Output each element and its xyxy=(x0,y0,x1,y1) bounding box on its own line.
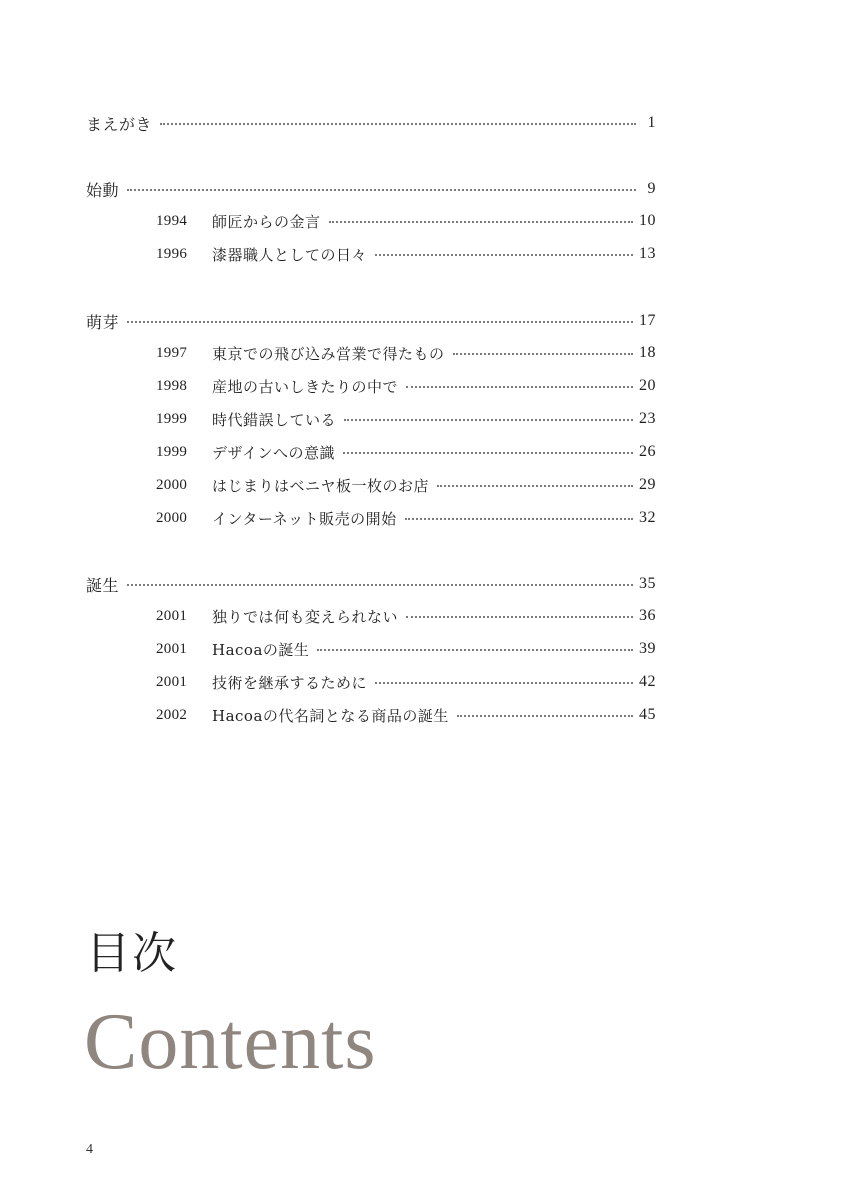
toc-entry-title-wrap xyxy=(212,244,639,265)
dot-leader xyxy=(343,452,633,454)
toc-preface-title-wrap xyxy=(86,112,642,135)
toc-entry[interactable] xyxy=(0,669,846,695)
toc-entry[interactable] xyxy=(0,636,846,662)
toc-entry-year: 1996 xyxy=(156,245,188,262)
toc-preface-page: 1 xyxy=(647,114,656,131)
toc-entry-page: 45 xyxy=(639,706,656,723)
toc-chapter-2[interactable] xyxy=(0,308,846,334)
toc-entry-page: 10 xyxy=(639,212,656,229)
toc-entry-title: 独りでは何も変えられない xyxy=(212,607,399,626)
toc-entry-year: 1994 xyxy=(156,212,188,229)
dot-leader xyxy=(344,419,633,421)
toc-entry-title: Hacoaの誕生 xyxy=(212,640,310,659)
heading-english: Contents xyxy=(84,998,377,1086)
toc-entry-title-wrap xyxy=(212,343,639,364)
toc-entry-page: 23 xyxy=(639,410,656,427)
toc-entry[interactable] xyxy=(0,439,846,465)
toc-entry-title: 漆器職人としての日々 xyxy=(212,245,368,264)
toc-entry-year: 2001 xyxy=(156,607,188,624)
toc-entry-title: 産地の古いしきたりの中で xyxy=(212,377,399,396)
dot-leader xyxy=(405,518,633,520)
toc-chapter-1[interactable] xyxy=(0,176,846,202)
toc-chapter-page: 35 xyxy=(639,575,656,592)
toc-entry-title: 時代錯誤している xyxy=(212,410,337,429)
toc-entry-page: 18 xyxy=(639,344,656,361)
toc-entry[interactable] xyxy=(0,208,846,234)
dot-leader xyxy=(457,715,633,717)
toc-entry-page: 13 xyxy=(639,245,656,262)
toc-chapter-1-title-wrap xyxy=(86,178,642,201)
dot-leader xyxy=(406,616,633,618)
toc-preface[interactable] xyxy=(0,110,846,136)
dot-leader xyxy=(437,485,633,487)
toc-entry-title-wrap xyxy=(212,376,639,397)
toc-chapter-2-title-wrap xyxy=(86,310,639,333)
dot-leader xyxy=(317,649,633,651)
toc-entry-year: 2000 xyxy=(156,509,188,526)
toc-entry-year: 1998 xyxy=(156,377,188,394)
toc-entry-title: はじまりはベニヤ板一枚のお店 xyxy=(212,476,430,495)
dot-leader xyxy=(375,682,633,684)
toc-entry-title: 東京での飛び込み営業で得たもの xyxy=(212,344,445,363)
dot-leader xyxy=(127,584,633,586)
toc-entry-page: 29 xyxy=(639,476,656,493)
toc-chapter-page: 17 xyxy=(639,312,656,329)
dot-leader xyxy=(127,321,633,323)
toc-entry[interactable] xyxy=(0,373,846,399)
dot-leader xyxy=(375,254,633,256)
toc-entry-title: 技術を継承するために xyxy=(212,673,368,692)
toc-entry-title-wrap xyxy=(212,442,639,463)
toc-entry-title: Hacoaの代名詞となる商品の誕生 xyxy=(212,706,449,725)
toc-entry-page: 20 xyxy=(639,377,656,394)
toc-chapter-page: 9 xyxy=(647,180,656,197)
toc-chapter-3-title-wrap xyxy=(86,573,639,596)
toc-entry-title: デザインへの意識 xyxy=(212,443,335,462)
toc-entry-title-wrap xyxy=(212,211,639,232)
toc-entry[interactable] xyxy=(0,505,846,531)
toc-entry[interactable] xyxy=(0,406,846,432)
toc-entry-title: 師匠からの金言 xyxy=(212,212,321,231)
toc-entry-title-wrap xyxy=(212,409,639,430)
toc-entry[interactable] xyxy=(0,472,846,498)
toc-entry-page: 42 xyxy=(639,673,656,690)
toc-entry-year: 2000 xyxy=(156,476,188,493)
toc-entry-title: インターネット販売の開始 xyxy=(212,509,397,528)
toc-entry-title-wrap xyxy=(212,475,639,496)
toc-entry-title-wrap xyxy=(212,705,639,726)
toc-entry-year: 2002 xyxy=(156,706,188,723)
toc-entry-page: 39 xyxy=(639,640,656,657)
toc-entry-year: 1999 xyxy=(156,443,188,460)
toc-chapter-title: 誕生 xyxy=(86,575,120,595)
toc-entry-title-wrap xyxy=(212,606,639,627)
toc-entry-page: 36 xyxy=(639,607,656,624)
toc-entry-year: 1997 xyxy=(156,344,188,361)
toc-entry-year: 1999 xyxy=(156,410,188,427)
toc-entry-title-wrap xyxy=(212,672,639,693)
toc-preface-title: まえがき xyxy=(86,114,153,134)
heading-japanese: 目次 xyxy=(86,928,178,979)
toc-entry[interactable] xyxy=(0,340,846,366)
dot-leader xyxy=(453,353,633,355)
dot-leader xyxy=(127,189,636,191)
toc-chapter-title: 萌芽 xyxy=(86,312,120,332)
toc-entry-year: 2001 xyxy=(156,640,188,657)
toc-chapter-title: 始動 xyxy=(86,180,120,200)
dot-leader xyxy=(406,386,633,388)
dot-leader xyxy=(160,123,636,125)
toc-entry-title-wrap xyxy=(212,639,639,660)
toc-entry-title-wrap xyxy=(212,508,639,529)
toc-entry-page: 26 xyxy=(639,443,656,460)
toc-chapter-3[interactable] xyxy=(0,571,846,597)
toc-entry[interactable] xyxy=(0,702,846,728)
toc-entry[interactable] xyxy=(0,241,846,267)
page-number: 4 xyxy=(86,1142,93,1157)
toc-entry-year: 2001 xyxy=(156,673,188,690)
toc-entry-page: 32 xyxy=(639,509,656,526)
toc-entry[interactable] xyxy=(0,603,846,629)
dot-leader xyxy=(329,221,633,223)
